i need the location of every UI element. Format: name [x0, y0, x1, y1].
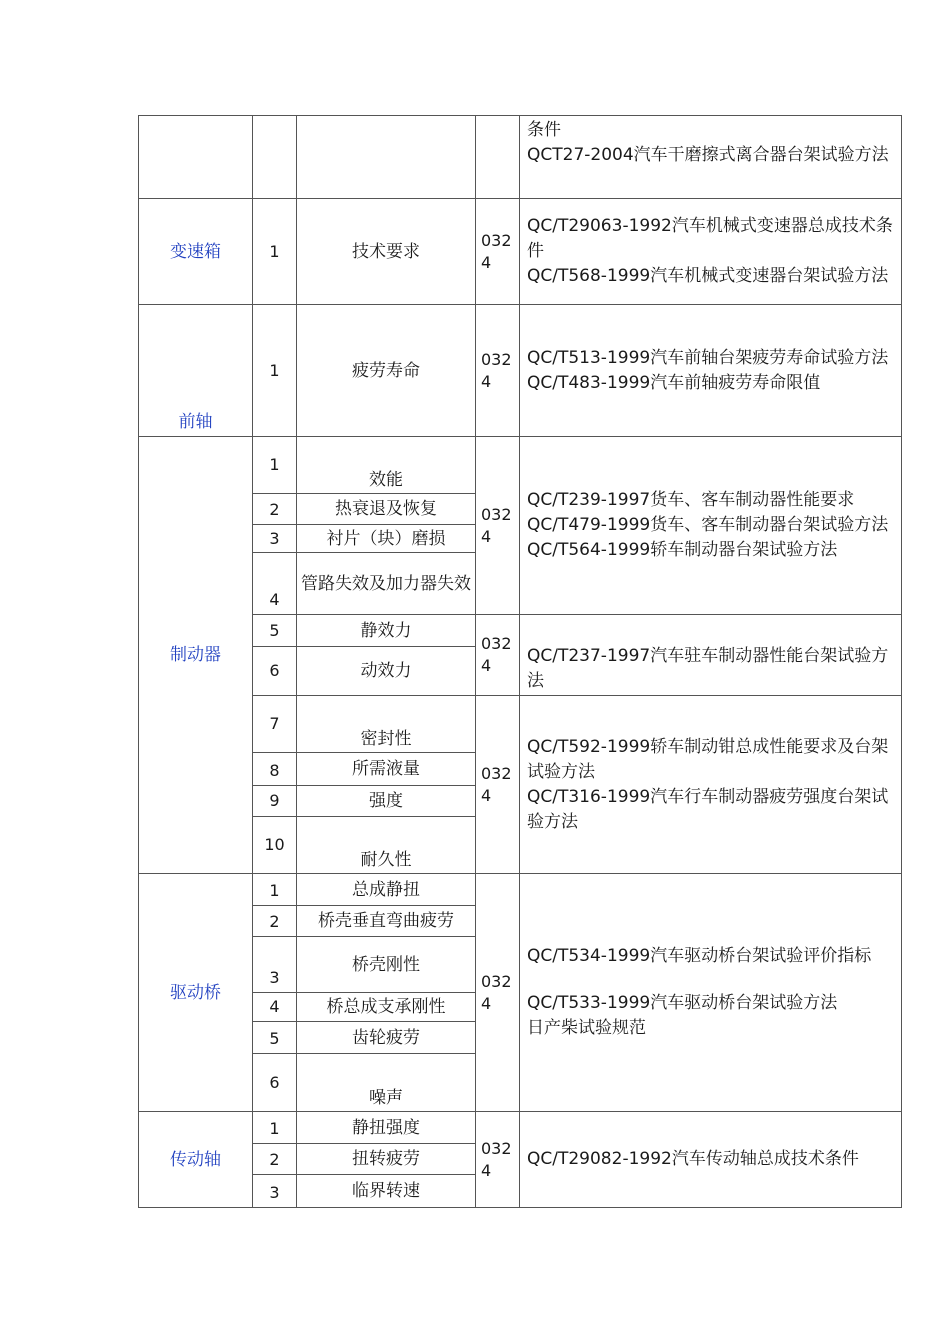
item-number: 1 [253, 437, 297, 494]
test-item: 耐久性 [297, 817, 476, 874]
table-row [139, 199, 902, 305]
code-cell [476, 305, 520, 437]
test-item: 扭转疲劳 [297, 1144, 476, 1175]
test-item: 衬片（块）磨损 [297, 525, 476, 553]
item-number: 5 [253, 1022, 297, 1054]
test-item: 密封性 [297, 696, 476, 753]
standard-text: QC/T479-1999货车、客车制动器台架试验方法 [527, 515, 889, 535]
test-item: 噪声 [297, 1054, 476, 1112]
standard-text: QC/T483-1999汽车前轴疲劳寿命限值 [527, 372, 821, 393]
standard-cell [520, 116, 902, 199]
item-number: 4 [253, 993, 297, 1022]
standard-cell [520, 696, 902, 874]
code-part: 4 [481, 252, 492, 272]
standard-text: QC/T592-1999轿车制动钳总成性能要求及台架试验方法 [527, 736, 889, 782]
item-number: 2 [253, 494, 297, 525]
test-item: 桥壳刚性 [297, 937, 476, 993]
number-cell [253, 116, 297, 199]
standard-cell [520, 615, 902, 696]
table-row [139, 615, 902, 647]
table-row [139, 305, 902, 437]
standard-text: 条件 [527, 120, 561, 140]
code-part: 4 [481, 526, 492, 546]
test-item: 齿轮疲劳 [297, 1022, 476, 1054]
item-number: 8 [253, 753, 297, 786]
test-item: 静效力 [297, 615, 476, 647]
standard-text: QCT27-2004汽车干磨擦式离合器台架试验方法 [527, 145, 889, 165]
item-number: 3 [253, 937, 297, 993]
test-item: 管路失效及加力器失效 [297, 553, 476, 615]
category-drive-shaft: 传动轴 [139, 1112, 253, 1208]
standard-text: 日产柴试验规范 [527, 1018, 646, 1038]
item-number: 2 [253, 906, 297, 937]
code-part: 032 [481, 634, 512, 653]
item-cell [297, 116, 476, 199]
standard-text: QC/T316-1999汽车行车制动器疲劳强度台架试验方法 [527, 786, 889, 832]
table-row [139, 696, 902, 753]
standard-text: QC/T237-1997汽车驻车制动器性能台架试验方法 [527, 646, 889, 691]
standard-text: QC/T239-1997货车、客车制动器性能要求 [527, 490, 855, 510]
item-number: 7 [253, 696, 297, 753]
test-item: 技术要求 [297, 199, 476, 305]
code-part: 032 [481, 349, 512, 369]
test-item: 热衰退及恢复 [297, 494, 476, 525]
code-part: 032 [481, 971, 512, 991]
item-number: 2 [253, 1144, 297, 1175]
item-number: 5 [253, 615, 297, 647]
code-part: 4 [481, 1160, 492, 1180]
code-cell [476, 615, 520, 696]
standard-cell [520, 874, 902, 1112]
test-item: 临界转速 [297, 1175, 476, 1208]
test-item: 动效力 [297, 647, 476, 696]
code-cell [476, 696, 520, 874]
item-number: 9 [253, 786, 297, 817]
code-part: 4 [481, 371, 492, 391]
standard-cell [520, 437, 902, 615]
item-number: 4 [253, 553, 297, 615]
standard-cell [520, 199, 902, 305]
item-number: 3 [253, 525, 297, 553]
standard-text: QC/T568-1999汽车机械式变速器台架试验方法 [527, 266, 889, 286]
category-gearbox: 变速箱 [139, 199, 253, 305]
category-cell [139, 116, 253, 199]
standards-table [138, 115, 902, 1208]
item-number: 6 [253, 1054, 297, 1112]
code-cell [476, 874, 520, 1112]
test-item: 桥壳垂直弯曲疲劳 [297, 906, 476, 937]
standard-cell [520, 305, 902, 437]
test-item: 桥总成支承刚性 [297, 993, 476, 1022]
item-number: 6 [253, 647, 297, 696]
category-brake: 制动器 [139, 437, 253, 874]
standard-cell [520, 1112, 902, 1208]
test-item: 所需液量 [297, 753, 476, 786]
standard-text: QC/T534-1999汽车驱动桥台架试验评价指标 [527, 946, 872, 966]
item-number: 1 [253, 874, 297, 906]
test-item: 效能 [297, 437, 476, 494]
item-number: 10 [253, 817, 297, 874]
test-item: 总成静扭 [297, 874, 476, 906]
standard-text: QC/T29082-1992汽车传动轴总成技术条件 [527, 1149, 859, 1169]
item-number: 1 [253, 1112, 297, 1144]
code-cell [476, 116, 520, 199]
table-row [139, 874, 902, 906]
test-item: 疲劳寿命 [297, 305, 476, 437]
category-drive-axle: 驱动桥 [139, 874, 253, 1112]
code-part: 4 [481, 785, 492, 805]
code-part: 032 [481, 763, 512, 783]
code-cell [476, 1112, 520, 1208]
item-number: 1 [253, 305, 297, 437]
table-row [139, 437, 902, 494]
code-part: 4 [481, 656, 492, 675]
table-row [139, 1112, 902, 1144]
standard-text: QC/T533-1999汽车驱动桥台架试验方法 [527, 993, 838, 1013]
item-number: 1 [253, 199, 297, 305]
code-part: 032 [481, 504, 512, 524]
standard-text: QC/T564-1999轿车制动器台架试验方法 [527, 540, 838, 560]
code-cell [476, 437, 520, 615]
code-part: 4 [481, 993, 492, 1013]
item-number: 3 [253, 1175, 297, 1208]
code-part: 032 [481, 230, 512, 250]
code-cell [476, 199, 520, 305]
code-part: 032 [481, 1138, 512, 1158]
standard-text: QC/T29063-1992汽车机械式变速器总成技术条件 [527, 216, 893, 261]
standard-text: QC/T513-1999汽车前轴台架疲劳寿命试验方法 [527, 347, 889, 368]
test-item: 强度 [297, 786, 476, 817]
category-front-axle: 前轴 [139, 305, 253, 437]
table-row [139, 116, 902, 199]
test-item: 静扭强度 [297, 1112, 476, 1144]
